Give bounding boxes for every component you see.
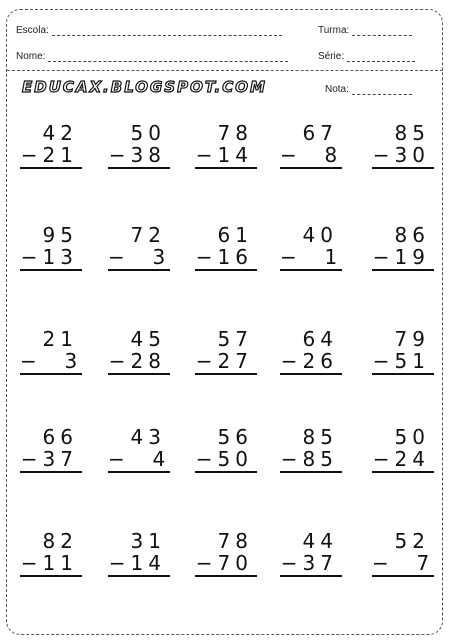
minuend: 64 [302, 327, 338, 351]
subtraction-problem [108, 530, 170, 577]
subtraction-problem [20, 426, 82, 473]
header-separator [7, 70, 443, 71]
nome-label: Nome: [16, 51, 46, 62]
minuend: 57 [217, 327, 253, 351]
minuend: 85 [394, 121, 430, 145]
answer-line[interactable] [372, 167, 434, 169]
subtraction-problem [195, 122, 257, 169]
minuend: 45 [130, 327, 166, 351]
nota-field[interactable] [325, 84, 412, 95]
answer-line[interactable] [20, 471, 82, 473]
answer-line[interactable] [372, 269, 434, 271]
subtrahend: − 7 [372, 551, 435, 575]
serie-label: Série: [318, 51, 345, 62]
answer-line[interactable] [20, 167, 82, 169]
answer-line[interactable] [20, 373, 82, 375]
subtrahend: −14 [108, 551, 166, 575]
minuend: 42 [42, 121, 78, 145]
subtrahend: − 4 [108, 447, 171, 471]
subtrahend: −50 [195, 447, 253, 471]
answer-line[interactable] [108, 471, 170, 473]
answer-line[interactable] [195, 269, 257, 271]
subtraction-problem [108, 328, 170, 375]
nota-label: Nota: [325, 84, 349, 95]
minuend: 79 [394, 327, 430, 351]
subtrahend: −21 [20, 143, 78, 167]
subtrahend: −70 [195, 551, 253, 575]
subtrahend: − 3 [108, 245, 171, 269]
subtrahend: − 8 [280, 143, 343, 167]
answer-line[interactable] [280, 471, 342, 473]
subtraction-problem [372, 530, 434, 577]
subtrahend: − 3 [20, 349, 83, 373]
subtraction-problem [280, 530, 342, 577]
minuend: 21 [42, 327, 78, 351]
subtraction-problem [108, 122, 170, 169]
subtraction-problem [280, 224, 342, 271]
subtrahend: −11 [20, 551, 78, 575]
minuend: 43 [130, 425, 166, 449]
answer-line[interactable] [195, 575, 257, 577]
answer-line[interactable] [20, 269, 82, 271]
subtraction-problem [20, 530, 82, 577]
subtraction-problem [108, 426, 170, 473]
answer-line[interactable] [108, 373, 170, 375]
minuend: 52 [394, 529, 430, 553]
subtraction-problem [372, 426, 434, 473]
answer-line[interactable] [108, 269, 170, 271]
answer-line[interactable] [195, 167, 257, 169]
answer-line[interactable] [280, 269, 342, 271]
answer-line[interactable] [108, 167, 170, 169]
nota-line[interactable] [352, 86, 412, 95]
subtrahend: −14 [195, 143, 253, 167]
subtrahend: − 1 [280, 245, 343, 269]
subtrahend: −51 [372, 349, 430, 373]
turma-field[interactable] [318, 25, 412, 36]
nome-field[interactable] [16, 51, 288, 62]
minuend: 78 [217, 529, 253, 553]
minuend: 66 [42, 425, 78, 449]
subtraction-problem [20, 328, 82, 375]
answer-line[interactable] [195, 373, 257, 375]
minuend: 31 [130, 529, 166, 553]
answer-line[interactable] [280, 167, 342, 169]
minuend: 50 [394, 425, 430, 449]
subtraction-problem [108, 224, 170, 271]
site-logo: EDUCAX.BLOGSPOT.COM [22, 78, 267, 96]
subtraction-problem [195, 426, 257, 473]
subtrahend: −38 [108, 143, 166, 167]
minuend: 95 [42, 223, 78, 247]
subtraction-problem [280, 328, 342, 375]
subtraction-problem [280, 426, 342, 473]
answer-line[interactable] [195, 471, 257, 473]
subtraction-problem [195, 530, 257, 577]
subtraction-problem [280, 122, 342, 169]
minuend: 61 [217, 223, 253, 247]
subtraction-problem [372, 122, 434, 169]
minuend: 56 [217, 425, 253, 449]
minuend: 82 [42, 529, 78, 553]
answer-line[interactable] [108, 575, 170, 577]
subtrahend: −19 [372, 245, 430, 269]
subtrahend: −28 [108, 349, 166, 373]
answer-line[interactable] [372, 575, 434, 577]
subtrahend: −16 [195, 245, 253, 269]
subtraction-problem [195, 224, 257, 271]
minuend: 72 [130, 223, 166, 247]
turma-label: Turma: [318, 25, 350, 36]
escola-label: Escola: [16, 25, 49, 36]
subtrahend: −37 [20, 447, 78, 471]
subtrahend: −13 [20, 245, 78, 269]
turma-line[interactable] [352, 27, 412, 36]
subtrahend: −26 [280, 349, 338, 373]
minuend: 85 [302, 425, 338, 449]
answer-line[interactable] [372, 373, 434, 375]
serie-line[interactable] [347, 53, 415, 62]
minuend: 50 [130, 121, 166, 145]
nome-line[interactable] [48, 53, 288, 62]
serie-field[interactable] [318, 51, 415, 62]
answer-line[interactable] [372, 471, 434, 473]
minuend: 78 [217, 121, 253, 145]
minuend: 67 [302, 121, 338, 145]
answer-line[interactable] [280, 575, 342, 577]
minuend: 44 [302, 529, 338, 553]
subtraction-problem [20, 122, 82, 169]
subtraction-problem [372, 224, 434, 271]
subtraction-problem [372, 328, 434, 375]
subtrahend: −37 [280, 551, 338, 575]
subtraction-problem [20, 224, 82, 271]
escola-field[interactable] [16, 25, 282, 36]
answer-line[interactable] [20, 575, 82, 577]
escola-line[interactable] [52, 27, 282, 36]
subtrahend: −85 [280, 447, 338, 471]
minuend: 40 [302, 223, 338, 247]
subtrahend: −30 [372, 143, 430, 167]
subtraction-problem [195, 328, 257, 375]
subtrahend: −24 [372, 447, 430, 471]
subtrahend: −27 [195, 349, 253, 373]
minuend: 86 [394, 223, 430, 247]
answer-line[interactable] [280, 373, 342, 375]
